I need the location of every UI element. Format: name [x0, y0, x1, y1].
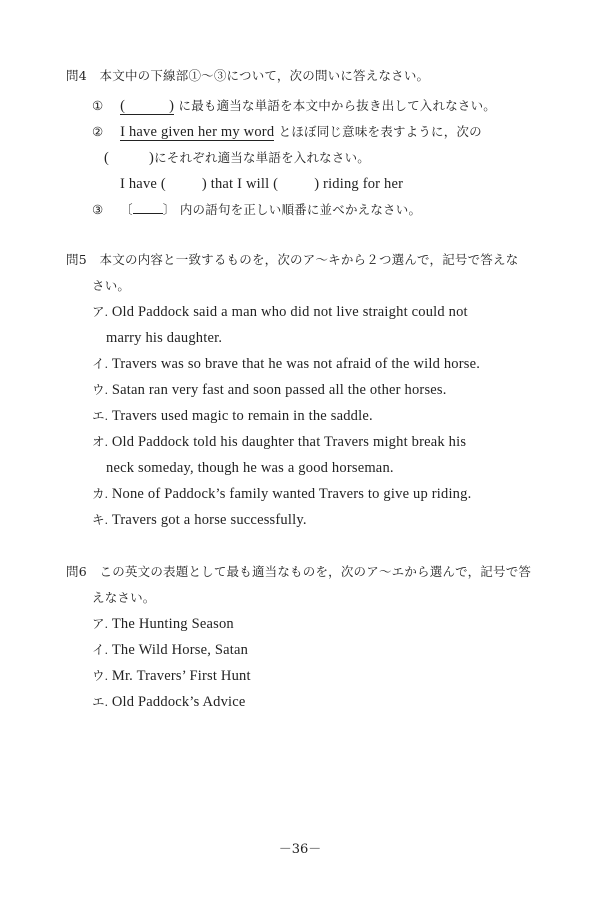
q6-option: イ. The Wild Horse, Satan: [92, 642, 249, 658]
page-number: －36－: [278, 842, 322, 857]
q6-header-line1: 問6 この英文の表題として最も適当なものを，次のア～エから選んで，記号で答: [66, 564, 532, 579]
q4-item-2-num: ②: [92, 124, 104, 139]
q4-item-3-blank: [133, 203, 163, 214]
q4-item-3: ③ 〔 〕 内の語句を正しい順番に並べかえなさい。: [92, 202, 422, 217]
q5-option-continued: marry his daughter.: [106, 330, 223, 346]
q4-item-3-num: ③: [92, 202, 104, 217]
q4-item-1-blank: ( ): [120, 98, 175, 114]
q5-option: イ. Travers was so brave that he was not afraid of the wild horse.: [92, 356, 481, 372]
q6-header-line2: えなさい。: [92, 590, 156, 605]
q4-item-2-text: とほぼ同じ意味を表すように，次の: [278, 124, 482, 139]
q5-option: オ. Old Paddock told his daughter that Travers might break his: [92, 434, 467, 450]
q5-header-line1: 問5 本文の内容と一致するものを，次のア～キから２つ選んで，記号で答えな: [66, 252, 519, 267]
q4-item-2-sentence: I have ( ) that I will ( ) riding for her: [120, 176, 404, 192]
q5-option: エ. Travers used magic to remain in the saddle.: [92, 408, 373, 424]
q4-item-3-text: 内の語句を正しい順番に並べかえなさい。: [179, 202, 422, 217]
q4-item-2: [92, 122, 482, 143]
q6-option: ア. The Hunting Season: [92, 616, 234, 632]
q4-item-1-num: ①: [92, 98, 104, 113]
q5-option: キ. Travers got a horse successfully.: [92, 512, 307, 528]
q6-option: ウ. Mr. Travers’ First Hunt: [92, 668, 251, 684]
q5-header-line2: さい。: [92, 278, 131, 293]
q5-option: ア. Old Paddock said a man who did not live straight could not: [92, 304, 468, 320]
q4-item-1-text: に最も適当な単語を本文中から抜き出して入れなさい。: [178, 98, 497, 113]
q4-item-2-line2: ( )にそれぞれ適当な単語を入れなさい。: [104, 150, 370, 166]
q4-header: 問4 本文中の下線部①～③について，次の問いに答えなさい。: [66, 68, 430, 83]
q4-item-2-phrase: I have given her my word: [120, 124, 275, 140]
q4-item-1: [92, 96, 496, 117]
q5-option-continued: neck someday, though he was a good horseman.: [106, 460, 394, 476]
q5-option: カ. None of Paddock’s family wanted Travers to give up riding.: [92, 486, 472, 502]
q4-item-2-line2-text: にそれぞれ適当な単語を入れなさい。: [154, 150, 370, 165]
q6-option: エ. Old Paddock’s Advice: [92, 694, 246, 710]
q5-option: ウ. Satan ran very fast and soon passed all the other horses.: [92, 382, 447, 398]
